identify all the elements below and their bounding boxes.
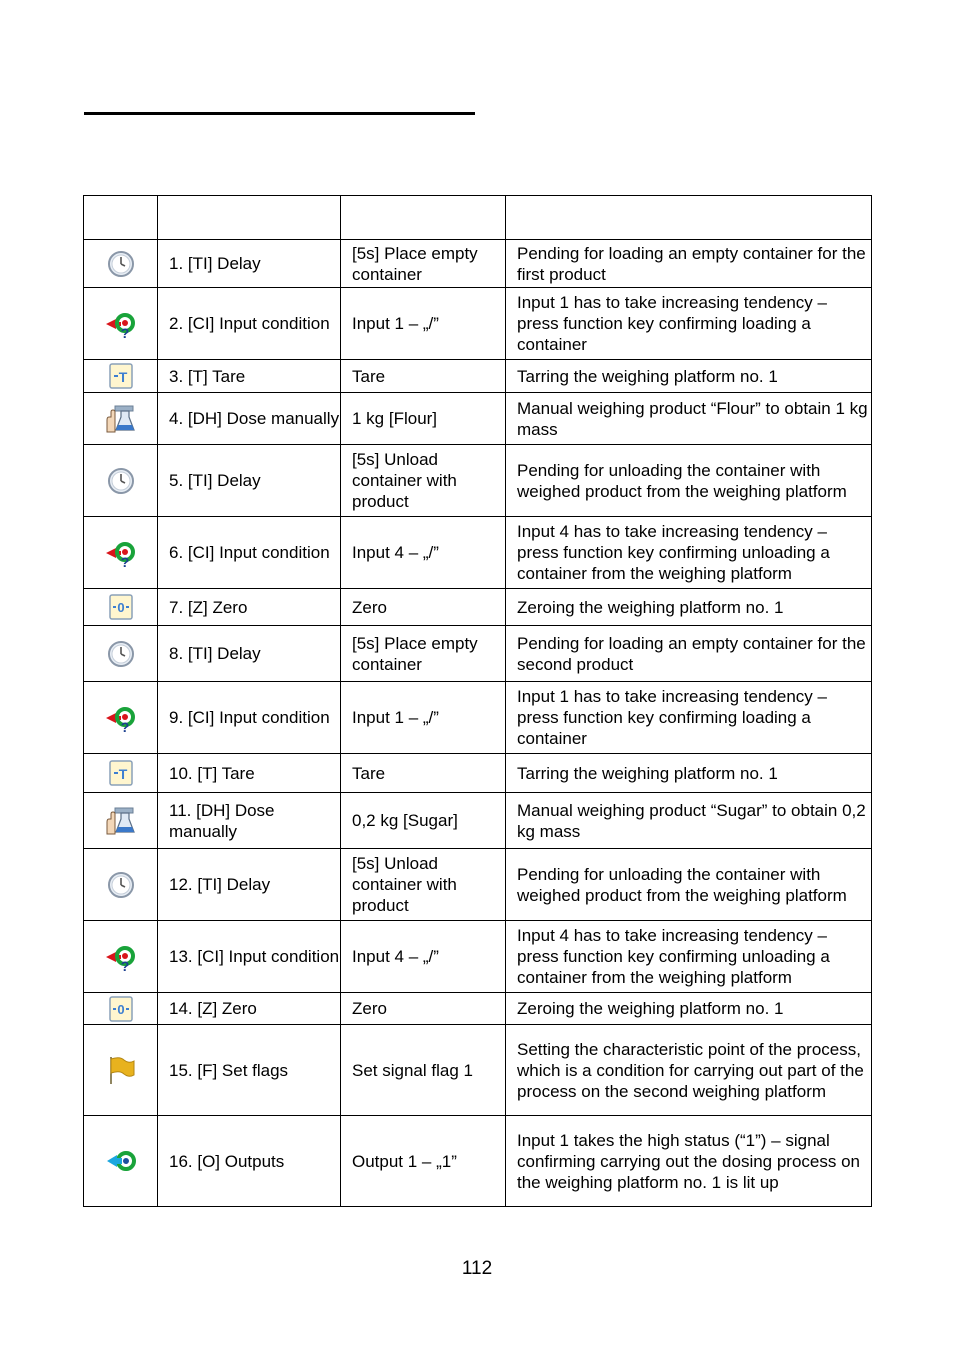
tare-icon [104,758,138,788]
parameter-cell: [5s] Place empty container [341,240,506,288]
step-cell: 2. [CI] Input condition [158,288,341,360]
table-row [84,993,872,1025]
svg-text:?: ? [120,957,129,972]
header-cell [506,196,872,240]
description-cell: Manual weighing product “Flour” to obtain 1 kg mass [506,393,872,445]
table-row [84,445,872,517]
table-row [84,1116,872,1207]
table-row [84,682,872,754]
step-cell: 3. [T] Tare [158,360,341,393]
svg-text:0: 0 [116,1001,125,1017]
step-cell: 6. [CI] Input condition [158,517,341,589]
step-cell: 13. [CI] Input condition [158,921,341,993]
step-cell: 8. [TI] Delay [158,626,341,682]
parameter-cell: 0,2 kg [Sugar] [341,793,506,849]
page-number: 112 [461,1258,493,1279]
table-row [84,288,872,360]
step-cell: 12. [TI] Delay [158,849,341,921]
parameter-cell: Input 1 – „/” [341,682,506,754]
step-cell: 16. [O] Outputs [158,1116,341,1207]
icon-cell [84,589,158,626]
description-cell: Setting the characteristic point of the process, which is a condition for carrying out part of the process on the second weighing platform [506,1025,872,1116]
icon-cell [84,921,158,993]
description-cell: Pending for loading an empty container for the first product [506,240,872,288]
process-steps-table [83,195,872,1207]
table-row [84,626,872,682]
description-cell: Tarring the weighing platform no. 1 [506,360,872,393]
table-row [84,1025,872,1116]
description-cell: Input 4 has to take increasing tendency – press function key confirming unloading a container from the weighing platform [506,921,872,993]
svg-text:T: T [118,766,127,782]
step-cell: 15. [F] Set flags [158,1025,341,1116]
description-cell: Pending for loading an empty container for the second product [506,626,872,682]
step-cell: 10. [T] Tare [158,754,341,793]
step-cell: 9. [CI] Input condition [158,682,341,754]
clock-icon [104,639,138,669]
description-cell: Input 1 takes the high status (“1”) – signal confirming carrying out the dosing process on the weighing platform no. 1 is lit up [506,1116,872,1207]
icon-cell [84,445,158,517]
parameter-cell: [5s] Unload container with product [341,849,506,921]
input-condition-icon [104,309,138,339]
description-cell: Input 1 has to take increasing tendency – press function key confirming loading a container [506,682,872,754]
parameter-cell: 1 kg [Flour] [341,393,506,445]
step-cell: 7. [Z] Zero [158,589,341,626]
top-rule [84,112,475,115]
dose-manually-icon [104,404,138,434]
svg-text:?: ? [120,553,129,568]
parameter-cell: Tare [341,754,506,793]
description-cell: Pending for unloading the container with weighed product from the weighing platform [506,849,872,921]
table-row [84,393,872,445]
parameter-cell: Zero [341,589,506,626]
parameter-cell: [5s] Unload container with product [341,445,506,517]
table-header-row [84,196,872,240]
table-row [84,849,872,921]
table-row [84,793,872,849]
parameter-cell: Set signal flag 1 [341,1025,506,1116]
icon-cell [84,517,158,589]
step-cell: 1. [TI] Delay [158,240,341,288]
tare-icon [104,361,138,391]
dose-manually-icon [104,806,138,836]
description-cell: Input 4 has to take increasing tendency – press function key confirming unloading a container from the weighing platform [506,517,872,589]
description-cell: Input 1 has to take increasing tendency – press function key confirming loading a container [506,288,872,360]
clock-icon [104,466,138,496]
input-condition-icon [104,703,138,733]
parameter-cell: Tare [341,360,506,393]
table-row [84,360,872,393]
svg-text:?: ? [120,718,129,733]
parameter-cell: Input 4 – „/” [341,921,506,993]
icon-cell [84,393,158,445]
output-icon [104,1146,138,1176]
zero-icon [104,994,138,1024]
icon-cell [84,754,158,793]
zero-icon [104,592,138,622]
step-cell: 5. [TI] Delay [158,445,341,517]
parameter-cell: Input 1 – „/” [341,288,506,360]
header-cell [84,196,158,240]
svg-text:T: T [118,369,127,385]
header-cell [158,196,341,240]
step-cell: 4. [DH] Dose manually [158,393,341,445]
icon-cell [84,849,158,921]
table-row [84,517,872,589]
input-condition-icon [104,942,138,972]
table-row [84,921,872,993]
description-cell: Tarring the weighing platform no. 1 [506,754,872,793]
step-cell: 14. [Z] Zero [158,993,341,1025]
input-condition-icon [104,538,138,568]
description-cell: Zeroing the weighing platform no. 1 [506,589,872,626]
clock-icon [104,870,138,900]
icon-cell [84,682,158,754]
parameter-cell: Zero [341,993,506,1025]
icon-cell [84,240,158,288]
description-cell: Pending for unloading the container with weighed product from the weighing platform [506,445,872,517]
icon-cell [84,1116,158,1207]
parameter-cell: [5s] Place empty container [341,626,506,682]
icon-cell [84,993,158,1025]
parameter-cell: Input 4 – „/” [341,517,506,589]
header-cell [341,196,506,240]
svg-text:?: ? [120,324,129,339]
description-cell: Zeroing the weighing platform no. 1 [506,993,872,1025]
table-row [84,589,872,626]
icon-cell [84,288,158,360]
clock-icon [104,249,138,279]
table-row [84,240,872,288]
icon-cell [84,626,158,682]
parameter-cell: Output 1 – „1” [341,1116,506,1207]
icon-cell [84,1025,158,1116]
flag-icon [104,1055,138,1085]
svg-text:0: 0 [116,600,125,615]
table-row [84,754,872,793]
step-cell: 11. [DH] Dose manually [158,793,341,849]
description-cell: Manual weighing product “Sugar” to obtain 0,2 kg mass [506,793,872,849]
icon-cell [84,360,158,393]
icon-cell [84,793,158,849]
